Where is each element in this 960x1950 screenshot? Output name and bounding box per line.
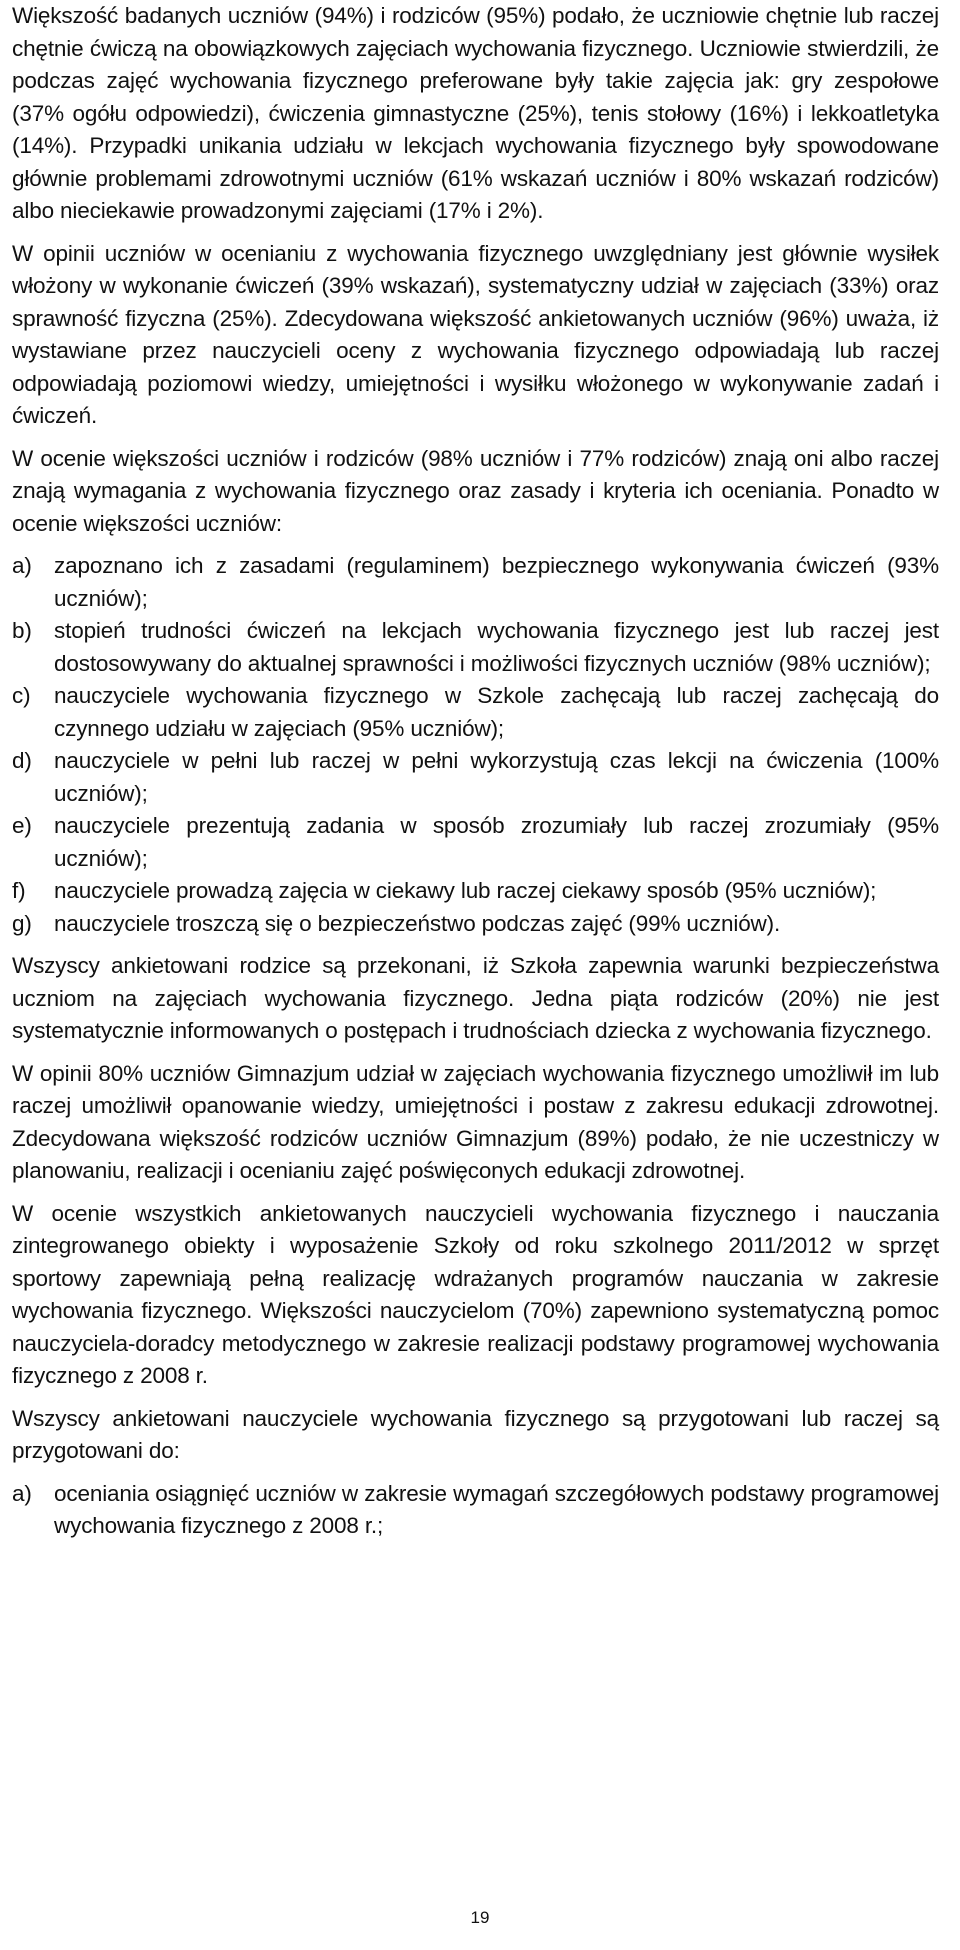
paragraph-teachers-preparation: Wszyscy ankietowani nauczyciele wychowania fizycznego są przygotowani lub raczej są przygotowani do:: [12, 1405, 939, 1463]
paragraph-student-attitudes: Większość badanych uczniów (94%) i rodziców (95%) podało, że uczniowie chętnie lub raczej chętnie ćwiczą na obowiązkowych zajęciach wychowania fizycznego. Uczniowie stwierdzili, że podczas zajęć wychowania fizycznego preferowane były takie zajęcia jak: gry zespołowe (37% ogółu odpowiedzi), ćwiczenia gimnastyczne (25%), tenis stołowy (16%) i lekkoatletyka (14%). Przypadki unikania udziału w lekcjach wychowania fizycznego były spowodowane głównie problemami zdrowotnymi uczniów (61% wskazań uczniów i 80% wskazań rodziców) albo nieciekawie prowadzonymi zajęciami (17% i 2%).: [12, 3, 939, 223]
paragraph-teachers-facilities: W ocenie wszystkich ankietowanych nauczycieli wychowania fizycznego i nauczania zintegrowanego obiekty i wyposażenie Szkoły od roku szkolnego 2011/2012 w sprzęt sportowy zapewniają pełną realizację wdrażanych programów nauczania w zakresie wychowania fizycznego. Większości nauczycielom (70%) zapewniono systematyczną pomoc nauczyciela-doradcy metodycznego w zakresie realizacji podstawy programowej wychowania fizycznego z 2008 r.: [12, 1200, 939, 1388]
list-item-text: nauczyciele prezentują zadania w sposób zrozumiały lub raczej zrozumiały (95% uczniów);: [54, 813, 939, 871]
list-item-text: nauczyciele troszczą się o bezpieczeństwo podczas zajęć (99% uczniów).: [54, 910, 781, 936]
list-marker: e): [12, 813, 32, 838]
page-number: 19: [470, 1908, 490, 1927]
list-marker: c): [12, 683, 31, 708]
list-marker: d): [12, 748, 32, 773]
student-opinions-list: [12, 550, 939, 940]
list-item: [12, 1478, 939, 1543]
list-item: [12, 745, 939, 810]
list-marker: g): [12, 910, 32, 936]
list-item: [12, 875, 939, 908]
list-item-text: stopień trudności ćwiczeń na lekcjach wychowania fizycznego jest lub raczej jest dostosowywany do aktualnej sprawności i możliwości fizycznych uczniów (98% uczniów);: [54, 618, 939, 676]
list-item: [12, 615, 939, 680]
list-item-text: oceniania osiągnięć uczniów w zakresie wymagań szczegółowych podstawy programowej wychowania fizycznego z 2008 r.;: [54, 1480, 939, 1538]
teacher-preparation-list: [12, 1478, 939, 1543]
list-item-text: nauczyciele prowadzą zajęcia w ciekawy lub raczej ciekawy sposób (95% uczniów);: [54, 878, 877, 903]
list-item: [12, 680, 939, 745]
paragraph-health-education: W opinii 80% uczniów Gimnazjum udział w zajęciach wychowania fizycznego umożliwił im lub raczej umożliwił opanowanie wiedzy, umiejętności i postaw z zakresu edukacji zdrowotnej. Zdecydowana większość rodziców uczniów Gimnazjum (89%) podało, że nie uczestniczy w planowaniu, realizacji i ocenianiu zajęć poświęconych edukacji zdrowotnej.: [12, 1060, 939, 1183]
list-item: [12, 908, 939, 941]
paragraph-grading-opinion: W opinii uczniów w ocenianiu z wychowania fizycznego uwzględniany jest głównie wysiłek włożony w wykonanie ćwiczeń (39% wskazań), systematyczny udział w zajęciach (33%) oraz sprawność fizyczna (25%). Zdecydowana większość ankietowanych uczniów (96%) uważa, iż wystawiane przez nauczycieli oceny z wychowania fizycznego odpowiadają lub raczej odpowiadają poziomowi wiedzy, umiejętności i wysiłku włożonego w wykonywanie zadań i ćwiczeń.: [12, 240, 939, 428]
list-item: [12, 550, 939, 615]
list-item-text: nauczyciele wychowania fizycznego w Szkole zachęcają lub raczej zachęcają do czynnego udziału w zajęciach (95% uczniów);: [54, 683, 939, 741]
list-marker: f): [12, 878, 26, 903]
list-item: [12, 810, 939, 875]
list-marker: a): [12, 1480, 32, 1506]
list-item-text: zapoznano ich z zasadami (regulaminem) bezpiecznego wykonywania ćwiczeń (93% uczniów);: [54, 553, 939, 611]
paragraph-requirements-knowledge: W ocenie większości uczniów i rodziców (98% uczniów i 77% rodziców) znają oni albo raczej znają wymagania z wychowania fizycznego oraz zasady i kryteria ich oceniania. Ponadto w ocenie większości uczniów:: [12, 445, 939, 536]
list-item-text: nauczyciele w pełni lub raczej w pełni wykorzystują czas lekcji na ćwiczenia (100% uczniów);: [54, 748, 939, 806]
list-marker: b): [12, 618, 32, 643]
list-marker: a): [12, 553, 32, 578]
paragraph-parents-safety: Wszyscy ankietowani rodzice są przekonani, iż Szkoła zapewnia warunki bezpieczeństwa uczniom na zajęciach wychowania fizycznego. Jedna piąta rodziców (20%) nie jest systematycznie informowanych o postępach i trudnościach dziecka z wychowania fizycznego.: [12, 953, 939, 1043]
